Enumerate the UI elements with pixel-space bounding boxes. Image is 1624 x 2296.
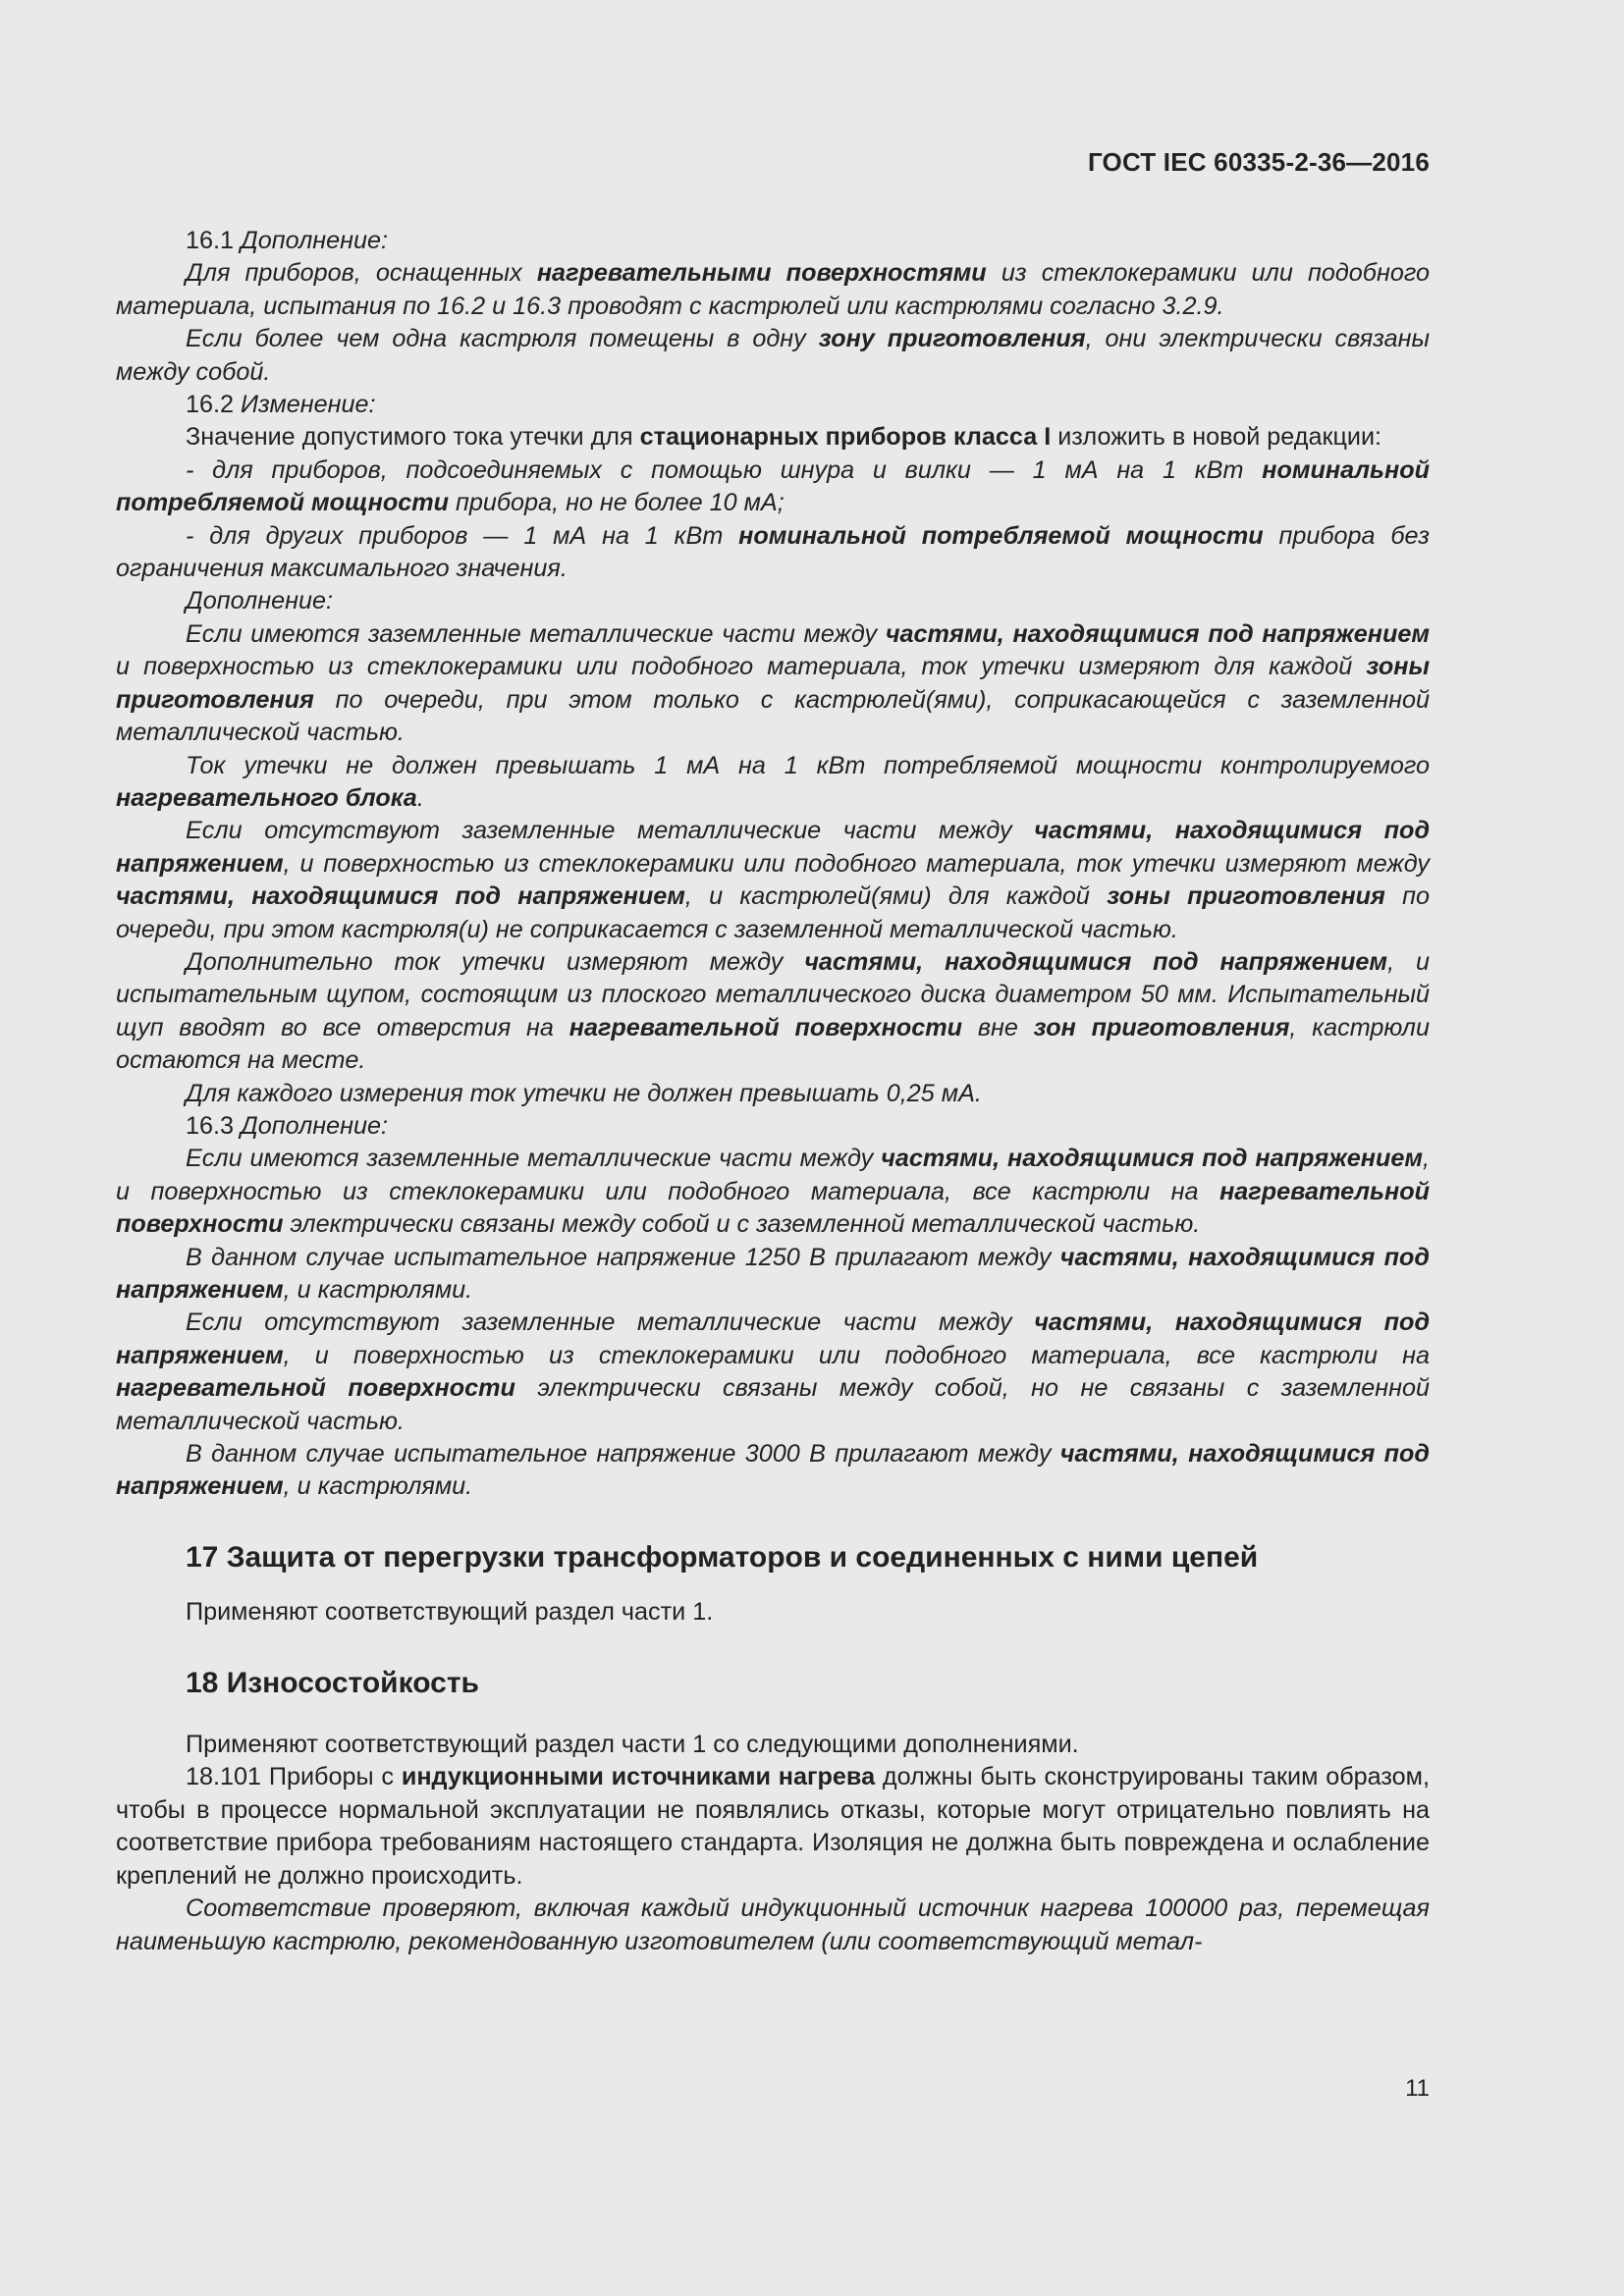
text-run: , и испытательным щупом, состоящим из плоского металлического диска диаметром 50 мм. Испытательный щуп вводят во все отверстия на bbox=[116, 947, 1430, 1041]
bold-term: нагревательного блока bbox=[116, 783, 417, 812]
paragraph-s18p1 bbox=[116, 1729, 1430, 1761]
text-run: из стеклокерамики или подобного материала, испытания по 16.2 и 16.3 проводят с кастрюлей или кастрюлями согласно 3.2.9. bbox=[116, 259, 1430, 320]
bold-term: частями, находящимися под напряжением bbox=[885, 619, 1430, 648]
text-run: 16.1 bbox=[186, 227, 242, 254]
text-run: Если более чем одна кастрюля помещены в одну bbox=[186, 325, 819, 353]
text-run: Применяют соответствующий раздел части 1 со следующими дополнениями. bbox=[186, 1731, 1079, 1759]
text-run: электрически связаны между собой, но не связаны с заземленной металлической частью. bbox=[116, 1374, 1430, 1435]
bold-term: нагревательной поверхности bbox=[568, 1013, 963, 1041]
text-run: - для других приборов — 1 мА на 1 кВт bbox=[186, 521, 739, 550]
paragraph-p9 bbox=[116, 618, 1430, 750]
page-number: 11 bbox=[1405, 2075, 1430, 2102]
paragraph-p18 bbox=[116, 1438, 1430, 1504]
text-run: Для каждого измерения ток утечки не должен превышать 0,25 мА. bbox=[186, 1079, 982, 1107]
paragraph-p11 bbox=[116, 815, 1430, 946]
document-body bbox=[116, 225, 1430, 1958]
paragraph-p16 bbox=[116, 1242, 1430, 1308]
bold-term: номинальной потребляемой мощности bbox=[116, 455, 1430, 517]
text-run: , и кастрюлями. bbox=[283, 1472, 473, 1501]
bold-term: частями, находящимися под напряжением bbox=[116, 1308, 1431, 1369]
paragraph-p12 bbox=[116, 946, 1430, 1078]
paragraph-p15 bbox=[116, 1143, 1430, 1241]
bold-term: частями, находящимися под напряжением bbox=[804, 947, 1388, 976]
text-run: Дополнение: bbox=[241, 1111, 389, 1140]
text-run: Если отсутствуют заземленные металлические части между bbox=[186, 817, 1035, 845]
bold-term: частями, находящимися под напряжением bbox=[116, 1243, 1431, 1304]
paragraph-p8 bbox=[116, 585, 1430, 617]
paragraph-p14 bbox=[116, 1110, 1430, 1143]
text-run: 16.2 bbox=[186, 391, 242, 419]
paragraph-s18p3 bbox=[116, 1893, 1430, 1958]
paragraph-p4 bbox=[116, 389, 1430, 421]
text-run: 16.3 bbox=[186, 1111, 242, 1140]
text-run: Дополнительно ток утечки измеряют между bbox=[186, 947, 805, 976]
bold-term: номинальной потребляемой мощности bbox=[738, 521, 1264, 550]
paragraph-p10 bbox=[116, 750, 1430, 816]
paragraph-p2 bbox=[116, 257, 1430, 323]
text-run: , и поверхностью из стеклокерамики или подобного материала, все кастрюли на bbox=[283, 1341, 1430, 1369]
text-run: 18.101 Приборы с bbox=[186, 1763, 402, 1791]
paragraph-p7 bbox=[116, 520, 1430, 586]
section-18-text bbox=[116, 1729, 1430, 1958]
paragraph-s18p2 bbox=[116, 1761, 1430, 1893]
bold-term: частями, находящимися под напряжением bbox=[116, 882, 685, 911]
bold-term: зоны приготовления bbox=[1107, 882, 1385, 911]
bold-term: нагревательными поверхностями bbox=[536, 259, 987, 288]
section-17-text bbox=[116, 1596, 1430, 1629]
bold-term: частями, находящимися под напряжением bbox=[116, 817, 1431, 878]
text-run: Если имеются заземленные металлические части между bbox=[186, 1145, 882, 1173]
bold-term: индукционными источниками нагрева bbox=[401, 1763, 876, 1791]
text-run: Если отсутствуют заземленные металлические части между bbox=[186, 1308, 1035, 1337]
section-18-heading: 18 Износостойкость bbox=[186, 1666, 479, 1699]
text-run: , кастрюли остаются на месте. bbox=[116, 1013, 1431, 1075]
bold-term: нагревательной поверхности bbox=[116, 1177, 1430, 1239]
bold-term: нагревательной поверхности bbox=[116, 1374, 515, 1403]
text-run: , и кастрюлями. bbox=[283, 1276, 473, 1304]
text-run: прибора, но не более 10 мА; bbox=[449, 489, 785, 517]
bold-term: зону приготовления bbox=[818, 325, 1086, 353]
text-run: Применяют соответствующий раздел части 1. bbox=[186, 1598, 714, 1627]
text-run: по очереди, при этом только с кастрюлей(ями), соприкасающейся с заземленной металлической частью. bbox=[116, 685, 1430, 747]
text-run: , и кастрюлей(ями) для каждой bbox=[684, 882, 1108, 911]
paragraph-p6 bbox=[116, 454, 1430, 520]
text-run: Изменение: bbox=[241, 391, 376, 419]
paragraph-p3 bbox=[116, 323, 1430, 389]
text-run: - для приборов, подсоединяемых с помощью шнура и вилки — 1 мА на 1 кВт bbox=[186, 455, 1263, 484]
text-run: Значение допустимого тока утечки для bbox=[186, 423, 640, 452]
text-run: прибора без ограничения максимального значения. bbox=[116, 521, 1430, 583]
text-run: , и поверхностью из стеклокерамики или подобного материала, все кастрюли на bbox=[116, 1145, 1430, 1205]
text-run: электрически связаны между собой и с заземленной металлической частью. bbox=[283, 1210, 1201, 1239]
text-run: В данном случае испытательное напряжение 1250 В прилагают между bbox=[186, 1243, 1060, 1271]
section-17-heading: 17 Защита от перегрузки трансформаторов и соединенных с ними цепей bbox=[186, 1540, 1259, 1574]
paragraph-p1 bbox=[116, 225, 1430, 257]
bold-term: зоны приготовления bbox=[116, 653, 1430, 714]
paragraph-p13 bbox=[116, 1078, 1430, 1110]
section-16-text bbox=[116, 225, 1430, 1504]
text-run: . bbox=[416, 783, 424, 812]
text-run: Ток утечки не должен превышать 1 мА на 1 кВт потребляемой мощности контролируемого bbox=[186, 751, 1430, 779]
bold-term: частями, находящимися под напряжением bbox=[116, 1440, 1431, 1501]
text-run: , и поверхностью из стеклокерамики или подобного материала, ток утечки измеряют между bbox=[283, 849, 1430, 878]
paragraph-p5 bbox=[116, 421, 1430, 454]
text-run: по очереди, при этом кастрюля(и) не соприкасается с заземленной металлической частью. bbox=[116, 882, 1431, 943]
text-run: Если имеются заземленные металлические части между bbox=[186, 619, 886, 648]
paragraph-s17p1 bbox=[116, 1596, 1430, 1629]
text-run: , они электрически связаны между собой. bbox=[116, 325, 1431, 386]
bold-term: зон приготовления bbox=[1033, 1013, 1290, 1041]
text-run: должны быть сконструированы таким образом, чтобы в процессе нормальной эксплуатации не появлялись отказы, которые могут отрицательно повлиять на соответствие прибора требованиям настоящего стандарта. Изоляция не должна быть повреждена и ослабление креплений не должно происходить. bbox=[116, 1763, 1430, 1890]
paragraph-p17 bbox=[116, 1307, 1430, 1438]
document-code: ГОСТ IEC 60335-2-36—2016 bbox=[1087, 147, 1430, 177]
text-run: В данном случае испытательное напряжение 3000 В прилагают между bbox=[186, 1440, 1060, 1468]
text-run: Дополнение: bbox=[186, 587, 334, 615]
bold-term: частями, находящимися под напряжением bbox=[881, 1145, 1423, 1173]
text-run: вне bbox=[962, 1013, 1034, 1041]
text-run: и поверхностью из стеклокерамики или подобного материала, ток утечки измеряют для каждой bbox=[116, 653, 1367, 681]
text-run: Для приборов, оснащенных bbox=[186, 259, 537, 288]
text-run: изложить в новой редакции: bbox=[1051, 423, 1382, 452]
text-run: Дополнение: bbox=[241, 227, 389, 254]
text-run: Соответствие проверяют, включая каждый индукционный источник нагрева 100000 раз, перемещая наименьшую кастрюлю, рекомендованную изготовителем (или соответствующий метал- bbox=[116, 1895, 1430, 1955]
bold-term: стационарных приборов класса I bbox=[639, 423, 1052, 452]
